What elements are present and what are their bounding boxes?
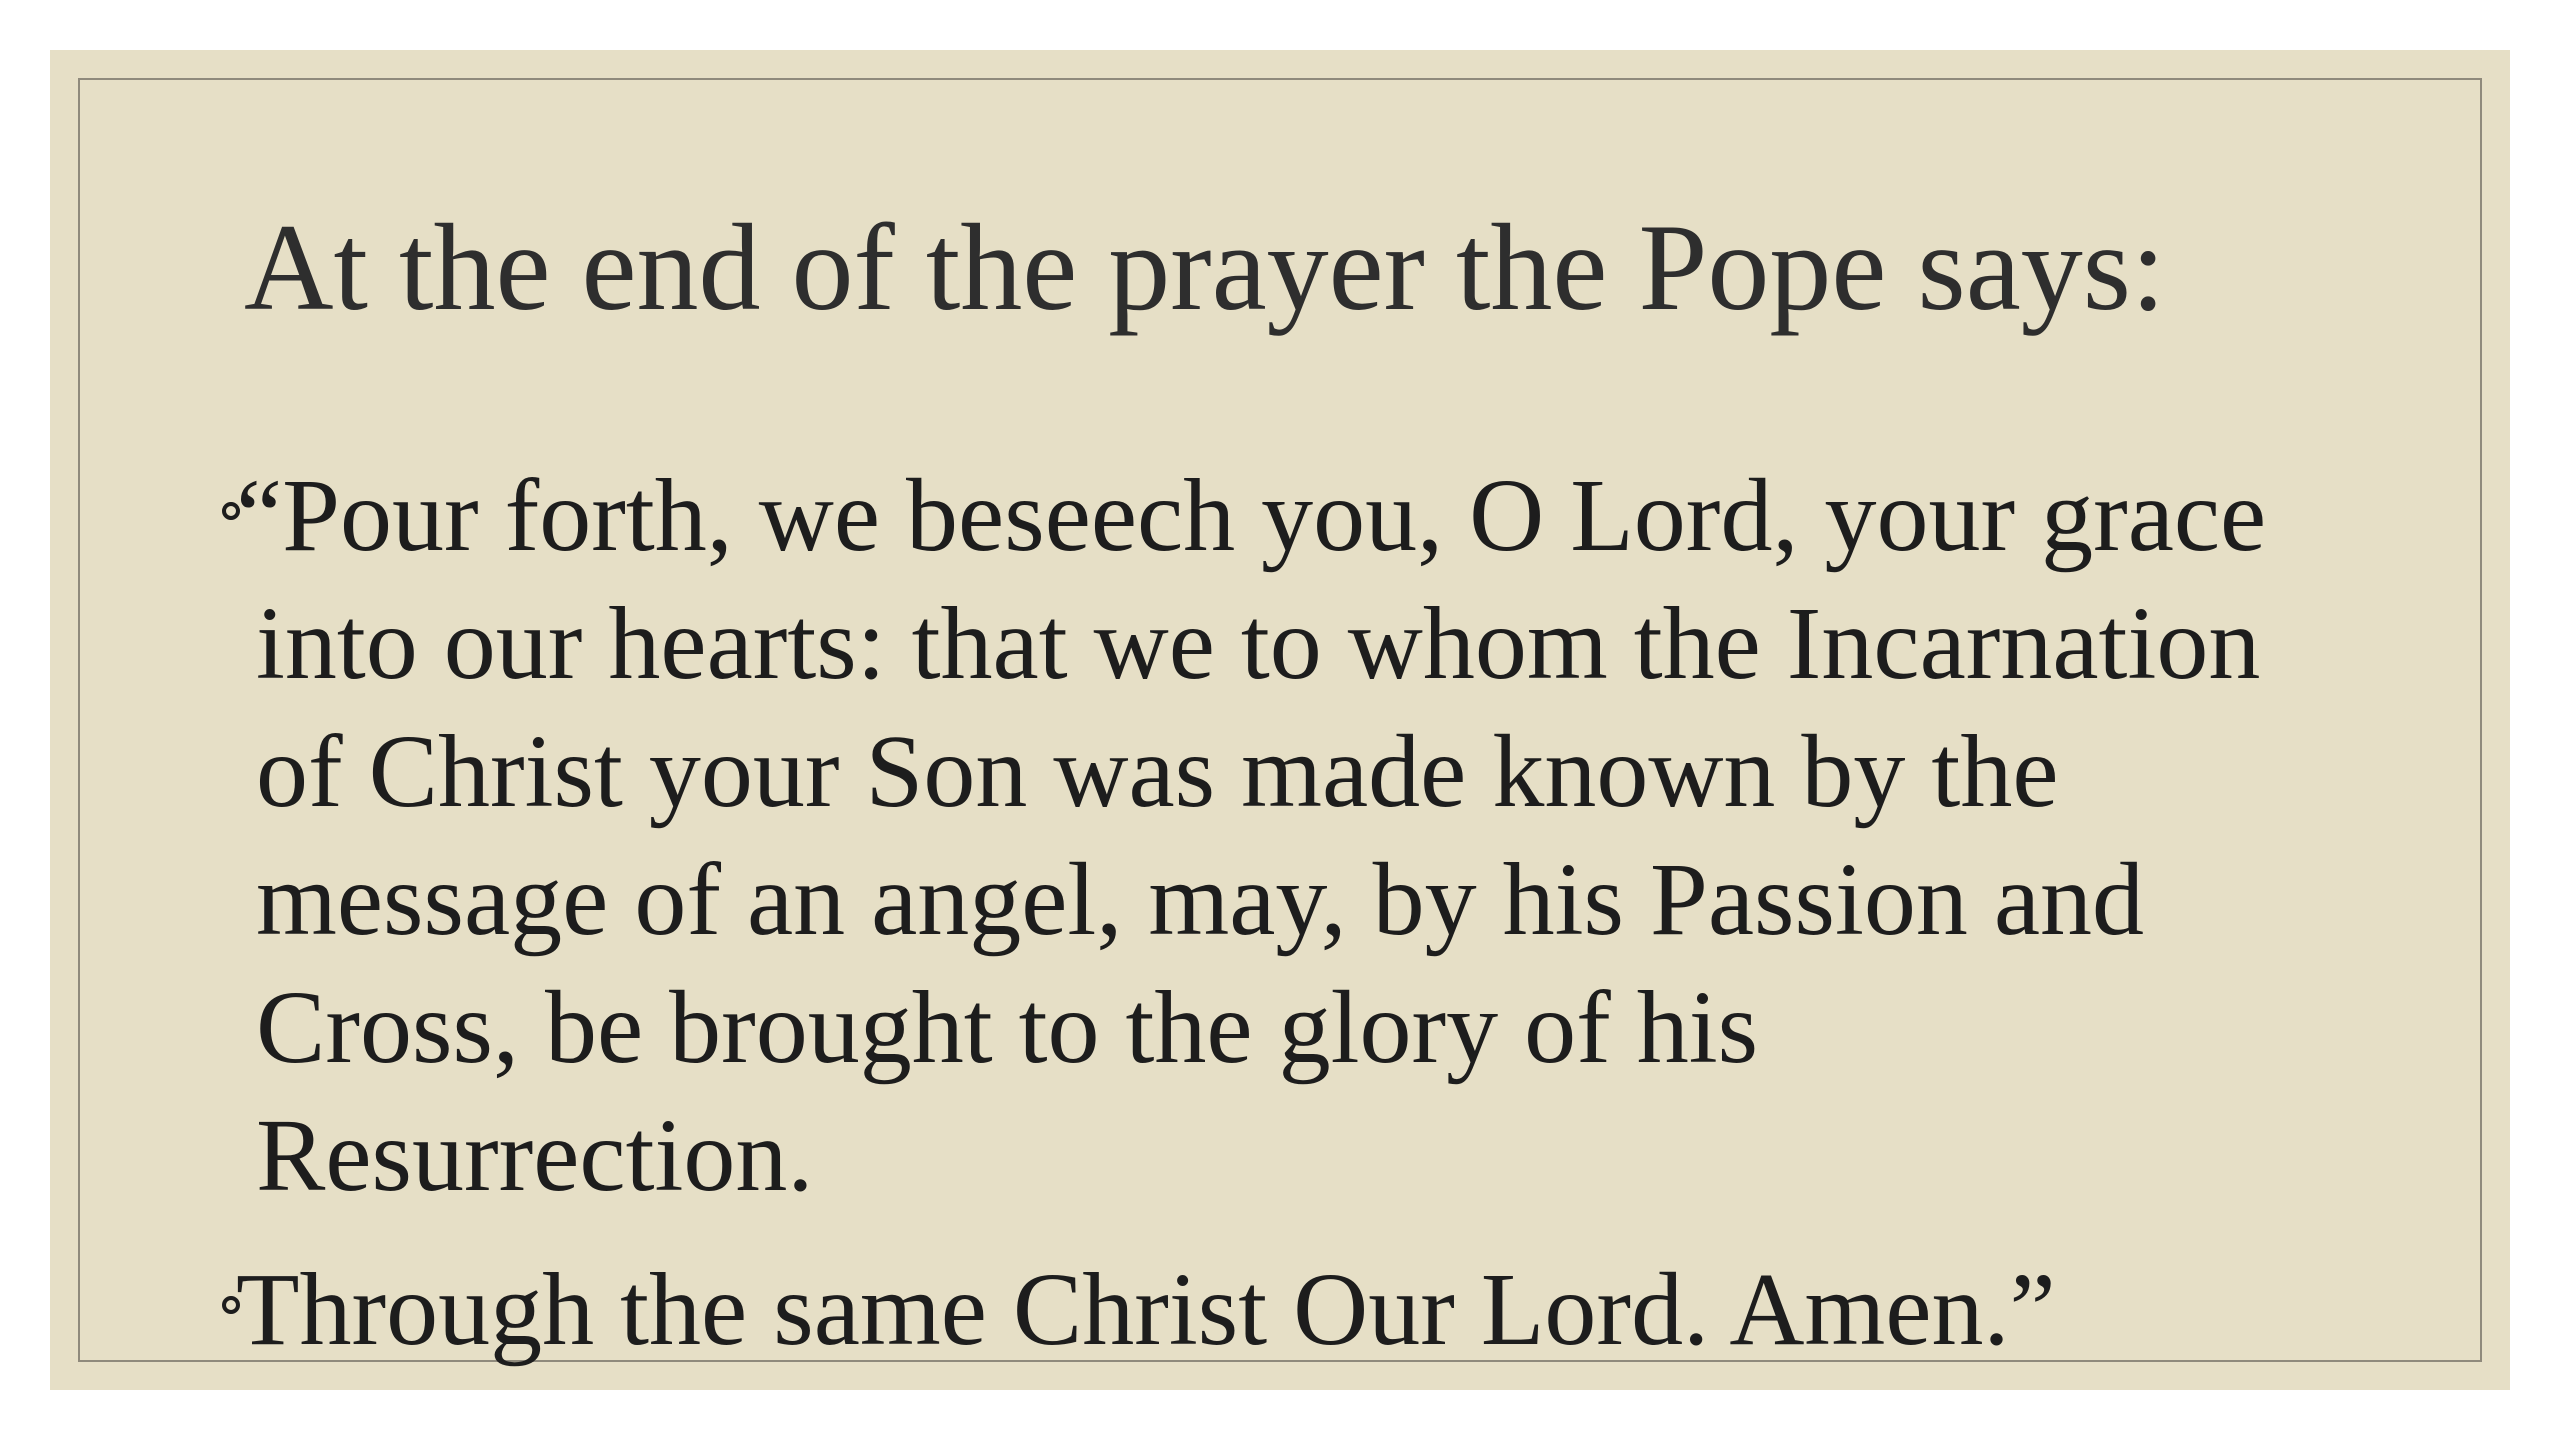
prayer-line-5: Cross, be brought to the glory of his xyxy=(256,970,1759,1085)
bullet-list xyxy=(168,452,2418,1400)
slide xyxy=(50,50,2510,1390)
bullet-item-closing xyxy=(168,1246,2418,1374)
prayer-line-1: “Pour forth, we beseech you, O Lord, your grace xyxy=(236,458,2267,573)
hollow-circle-bullet-icon xyxy=(222,1296,240,1314)
prayer-line-6: Resurrection. xyxy=(256,1098,814,1213)
slide-title: At the end of the prayer the Pope says: xyxy=(244,199,2166,336)
prayer-line-3: of Christ your Son was made known by the xyxy=(256,714,2059,829)
hollow-circle-bullet-icon xyxy=(222,502,240,520)
bullet-item-prayer xyxy=(168,452,2418,1220)
prayer-line-2: into our hearts: that we to whom the Incarnation xyxy=(256,586,2261,701)
prayer-line-4: message of an angel, may, by his Passion and xyxy=(256,842,2144,957)
closing-line: Through the same Christ Our Lord. Amen.” xyxy=(236,1252,2056,1367)
